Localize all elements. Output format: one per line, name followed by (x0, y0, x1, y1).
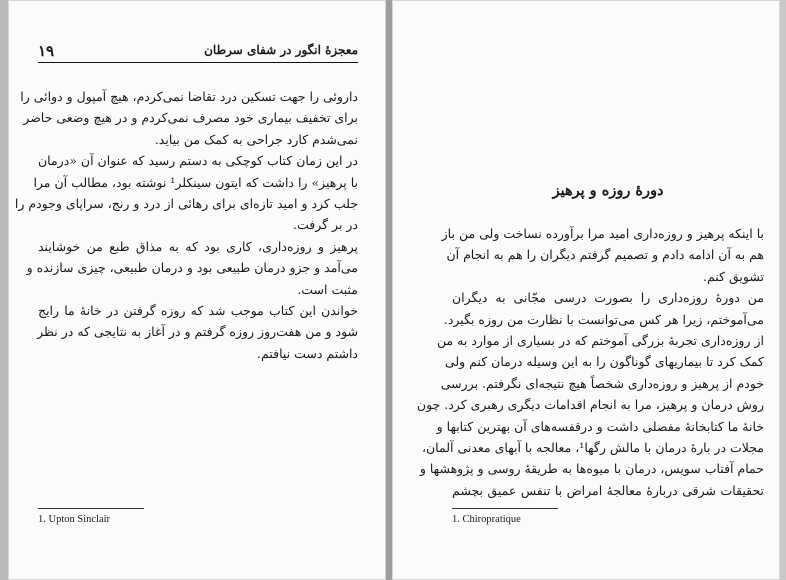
text-line: با اینکه پرهیز و روزه‌داری امید مرا برآورده نساخت ولی من باز (441, 226, 764, 241)
text-line: با پرهیز» را داشت که ایتون سینکلر¹ نوشته بود، مطالب آن مرا (33, 174, 358, 190)
text-line: می‌آمد و جزو درمان طبیعی بود و درمان طبیعی، چیزی سازنده و (26, 260, 358, 276)
footnote-divider (452, 508, 558, 509)
text-line: خودم از پرهیز و روزه‌داری شخصاً هیچ نتیجه‌ای نگرفتم. بررسی (440, 375, 764, 391)
right-body-text (416, 223, 764, 501)
text-line: نمی‌شدم کارد جراحی به کمک من بیاید. (154, 131, 358, 147)
text-line: پرهیز و روزه‌داری، کاری بود که به مذاق طبع من خوشایند (38, 238, 358, 254)
text-line: خانهٔ ما کتابخانهٔ مفصلی داشت و درقفسه‌های آن بهترین کتابها و (436, 418, 764, 434)
footnote: 1. Chiropratique (452, 514, 521, 525)
text-line: هم به آن ادامه دادم و تصمیم گرفتم دیگران را هم به انجام آن (446, 247, 764, 263)
text-line: در بر گرفت. (293, 217, 358, 233)
text-line: روش درمان و پرهیز، مرا به انجام اقدامات دیگری رهبری کرد. چون (416, 397, 764, 413)
text-line: برای تخفیف بیماری خود مصرف نمی‌کردم و در هیچ وضعی حاضر (23, 110, 358, 126)
text-line: مثبت است. (297, 281, 358, 297)
text-line: می‌آموختم، زیرا هر کس می‌توانست با نظارت من روزه بگیرد. (443, 311, 764, 327)
text-line: داشتم دست نیافتم. (257, 345, 358, 361)
text-line: مجلات در بارهٔ درمان با مالش رگها¹، معالجه با آبهای معدنی آلمان، (421, 439, 764, 455)
text-line: من دورهٔ روزه‌داری را بصورت درسی مجّانی به دیگران (452, 290, 764, 306)
text-line: حمام آفتاب سویس، درمان با میوه‌ها به طریقهٔ روسی و پژوهشها و (419, 461, 764, 477)
text-line: شود و من هفت‌روز روزه گرفتم و در آغاز به نتایجی که در نظر (37, 324, 358, 340)
left-page-header (38, 38, 358, 63)
text-line: تشویق کنم. (703, 268, 764, 284)
left-body-text (14, 86, 358, 364)
page-edge (780, 0, 786, 580)
right-page (392, 0, 780, 580)
text-line: از روزه‌داری تجربهٔ بزرگی آموختم که در بسیاری از موارد به من (436, 332, 764, 348)
footnote: 1. Upton Sinclair (38, 514, 111, 525)
text-line: جلب کرد و امید تازه‌ای برای رهائی از درد و رنج، سراپای وجودم را (14, 195, 358, 211)
running-title: معجزهٔ انگور در شفای سرطان (204, 43, 358, 57)
text-line: در این زمان کتاب کوچکی به دستم رسید که عنوان آن «درمان (38, 153, 358, 169)
text-line: تحقیقات شرقی دربارهٔ معالجهٔ امراض با تنفس عمیق بچشم (452, 482, 764, 498)
chapter-title: دورهٔ روزه و پرهیز (552, 182, 664, 199)
footnote-divider (38, 508, 144, 509)
text-line: داروئی را جهت تسکین درد تقاضا نمی‌کردم، هیچ آمپول و دوائی را (20, 89, 358, 104)
text-line: کمک کرد تا بیماریهای گوناگون را به این وسیله درمان کنم ولی (444, 354, 764, 370)
left-page (8, 0, 386, 580)
text-line: خواندن این کتاب موجب شد که روزه گرفتن در خانهٔ ما رایج (38, 302, 358, 318)
page-number: ۱۹ (38, 42, 55, 60)
